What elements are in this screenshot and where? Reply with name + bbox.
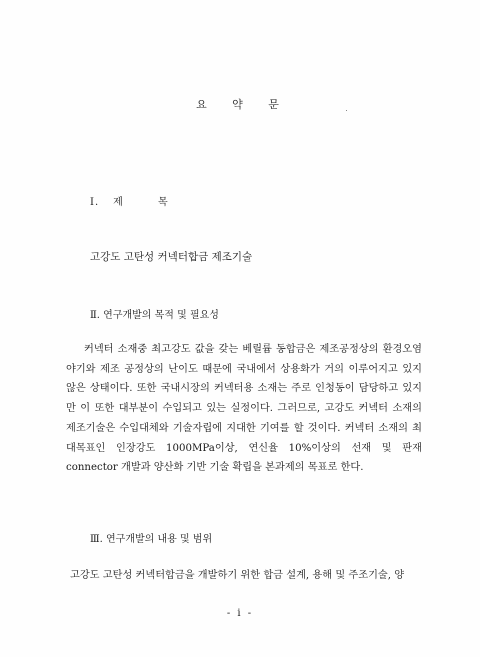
section-1-number: Ⅰ. bbox=[90, 197, 100, 208]
scan-speck bbox=[346, 110, 347, 111]
section-3-paragraph bbox=[66, 566, 422, 586]
section-1-title: 제 목 bbox=[113, 197, 184, 208]
section-2-text: 커넥터 소재중 최고강도 값을 갖는 베릴륨 동합금은 제조공정상의 환경오염 야기와 제조 공정상의 난이도 때문에 국내에서 상용화가 거의 이루어지고 있지 않은 상태이다. 또한 국내시장의 커넥터용 소재는 주로 인청동이 담당하고 있지만 이 또한 대부분이 수입되고 있는 실정이다. 그러므로, 고강도 커넥터 소재의 제조기술은 수입대체와 기술자립에 지대한 기여를 할 것이다. 커넥터 소재의 최대목표인 인장강도 1000MPa이상, 연신율 10%이상의 선재 및 판재 connector 개발과 양산화 기반 기술 확립을 본과제의 목표로 한다. bbox=[66, 344, 422, 474]
section-1-heading bbox=[90, 193, 184, 208]
section-3-heading: Ⅲ. 연구개발의 내용 및 범위 bbox=[90, 534, 213, 545]
section-3-text: 고강도 고탄성 커넥터합금을 개발하기 위한 합금 설계, 용해 및 주조기술, 양 bbox=[70, 570, 405, 581]
section-2-heading: Ⅱ. 연구개발의 목적 및 필요성 bbox=[90, 310, 219, 321]
section-2-paragraph bbox=[66, 340, 422, 478]
project-title: 고강도 고탄성 커넥터합금 제조기술 bbox=[90, 251, 253, 263]
page-number: - i - bbox=[226, 608, 254, 619]
page-title: 요 약 문 bbox=[196, 98, 290, 111]
